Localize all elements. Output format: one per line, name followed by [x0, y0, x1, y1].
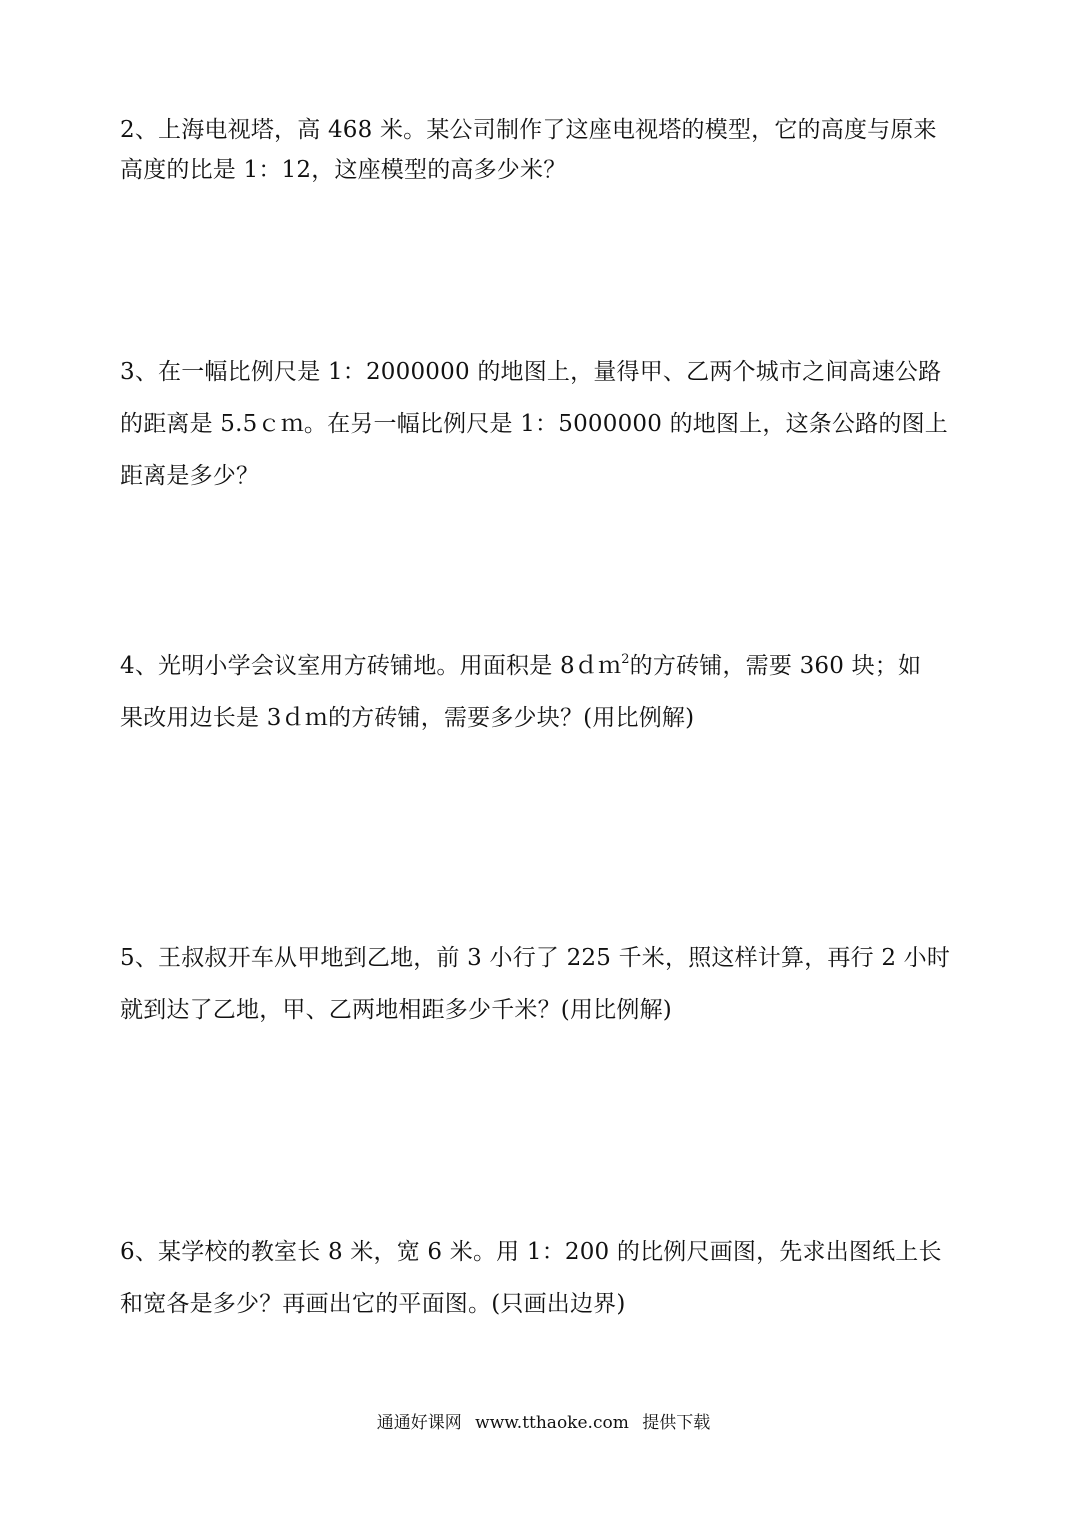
problem-2-line-1: 2、上海电视塔，高 468 米。某公司制作了这座电视塔的模型，它的高度与原来: [120, 117, 937, 143]
footer-note: 提供下载: [642, 1413, 711, 1433]
problem-4-line-1-before: 4、光明小学会议室用方砖铺地。用面积是 8ｄｍ: [120, 653, 622, 679]
problem-3: [120, 346, 972, 502]
problem-6-line-2: 和宽各是多少？再画出它的平面图。(只画出边界): [120, 1291, 626, 1317]
problem-4-exponent: 2: [621, 652, 630, 667]
footer-site-name: 通通好课网: [376, 1413, 462, 1433]
problem-4-line-2: 果改用边长是 3ｄｍ的方砖铺，需要多少块？(用比例解): [120, 705, 695, 731]
problem-6: [120, 1226, 972, 1330]
problem-4: [120, 640, 972, 744]
problem-2: [120, 110, 972, 190]
problem-2-line-2: 高度的比是 1：12，这座模型的高多少米？: [120, 157, 567, 183]
problem-6-line-1: 6、某学校的教室长 8 米，宽 6 米。用 1：200 的比例尺画图，先求出图纸上长: [120, 1239, 942, 1265]
problem-3-line-2: 的距离是 5.5ｃｍ。在另一幅比例尺是 1：5000000 的地图上，这条公路的图上: [120, 411, 948, 437]
problem-4-line-1-after: 的方砖铺，需要 360 块；如: [629, 653, 922, 679]
problem-4-line-1: [120, 640, 972, 692]
page-footer: [0, 1408, 1087, 1433]
problem-3-line-1: 3、在一幅比例尺是 1：2000000 的地图上，量得甲、乙两个城市之间高速公路: [120, 359, 942, 385]
footer-url[interactable]: www.tthaoke.com: [475, 1413, 629, 1433]
problem-3-line-3: 距离是多少？: [120, 463, 260, 489]
problem-5: [120, 932, 972, 1036]
problem-5-line-2: 就到达了乙地，甲、乙两地相距多少千米？(用比例解): [120, 997, 672, 1023]
problem-5-line-1: 5、王叔叔开车从甲地到乙地，前 3 小行了 225 千米，照这样计算，再行 2 小时: [120, 945, 951, 971]
